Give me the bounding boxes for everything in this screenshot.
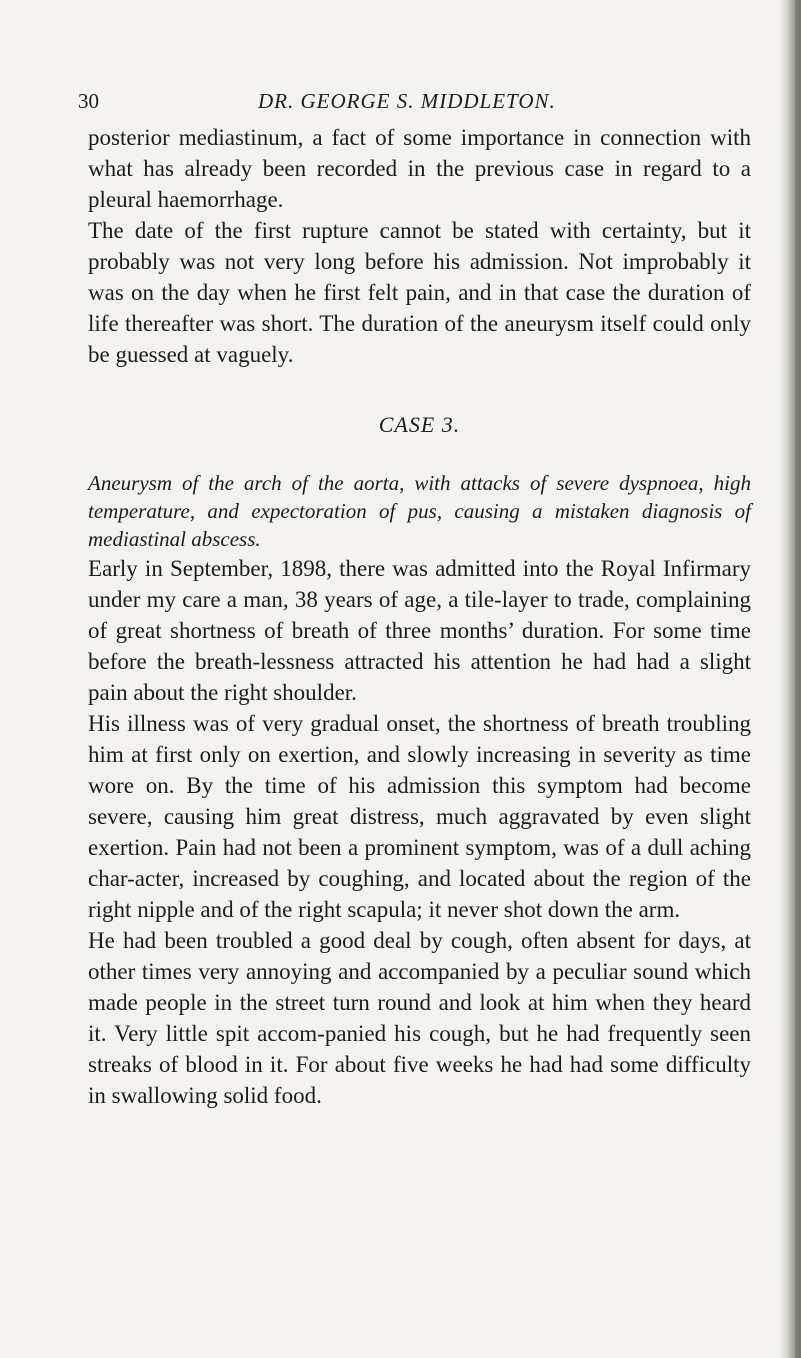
case-subtitle: Aneurysm of the arch of the aorta, with attacks of severe dyspnoea, high temperature, and expectoration of pus, causing a mistaken diagnosis of mediastinal abscess. <box>88 471 751 551</box>
paragraph-3: Early in September, 1898, there was admitted into the Royal Infirmary under my care a man, 38 years of age, a tile-layer to trade, complaining of great shortness of breath of three months’ duration. For some time before the breath-lessness attracted his attention he had had a slight pain about the right shoulder. <box>88 556 751 705</box>
paragraph-1: posterior mediastinum, a fact of some importance in connection with what has already been recorded in the previous case in regard to a pleural haemorrhage. <box>88 125 751 212</box>
case-title: CASE 3. <box>378 412 461 437</box>
paragraph-2: The date of the first rupture cannot be stated with certainty, but it probably was not very long before his admission. Not improbably it was on the day when he first felt pain, and in that case the duration of life thereafter was short. The duration of the aneurysm itself could only be guessed at vaguely. <box>88 218 751 367</box>
page-header <box>78 88 751 114</box>
running-head: DR. GEORGE S. MIDDLETON. <box>258 89 556 113</box>
paragraph-4: His illness was of very gradual onset, the shortness of breath troubling him at first only on exertion, and slowly increasing in severity as time wore on. By the time of his admission this symptom had become severe, causing him great distress, much aggravated by even slight exertion. Pain had not been a prominent symptom, was of a dull aching char-acter, increased by coughing, and located about the region of the right nipple and of the right scapula; it never shot down the arm. <box>88 711 751 922</box>
paragraph-5: He had been troubled a good deal by cough, often absent for days, at other times very annoying and accompanied by a peculiar sound which made people in the street turn round and look at him when they heard it. Very little spit accom-panied his cough, but he had frequently seen streaks of blood in it. For about five weeks he had had some difficulty in swallowing solid food. <box>88 928 751 1108</box>
page-content <box>78 88 751 1111</box>
page-number: 30 <box>78 89 99 113</box>
page-edge-dark <box>795 0 801 1358</box>
body-text <box>88 122 751 1111</box>
